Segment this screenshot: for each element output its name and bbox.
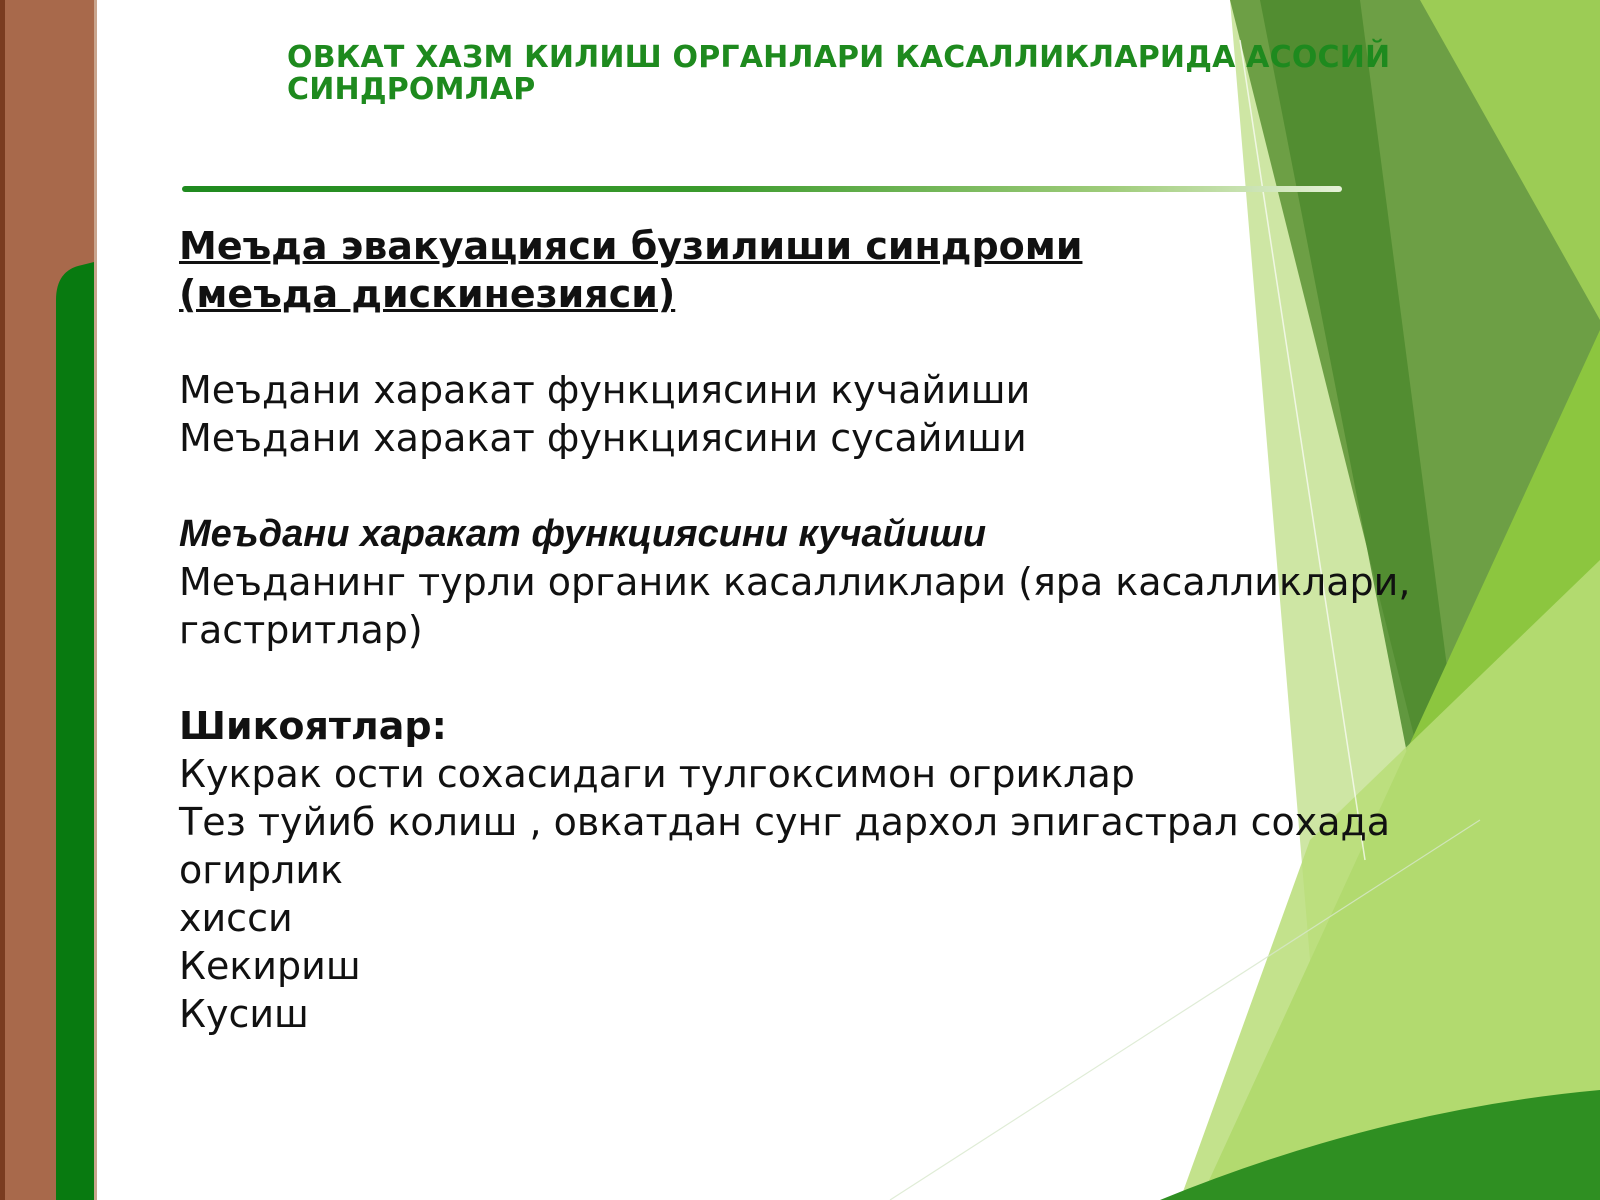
complaint-item: Тез туйиб колиш , овкатдан сунг дархол эпигастрал сохада огирлик — [179, 800, 1391, 892]
complaint-item: хисси — [179, 896, 293, 940]
left-band-edge — [0, 0, 5, 1200]
slide-body — [179, 222, 1519, 1038]
left-band-divider — [94, 0, 97, 1200]
complaint-item: Кусиш — [179, 992, 309, 1036]
spacer — [179, 462, 1519, 510]
section-heading-line-2: (меъда дискинезияси) — [179, 272, 676, 316]
left-band-green — [56, 262, 94, 1200]
section-heading-line-1: Меъда эвакуацияси бузилиши синдроми — [179, 224, 1083, 268]
cause-line-2: гастритлар) — [179, 608, 423, 652]
motor-function-line-1: Меъдани харакат функциясини кучайиши — [179, 368, 1031, 412]
spacer — [179, 654, 1519, 702]
slide-title — [287, 42, 1407, 106]
complaint-item: Кекириш — [179, 944, 361, 988]
title-divider — [182, 186, 1342, 192]
complaints-label: Шикоятлар: — [179, 704, 447, 748]
subheading: Меъдани харакат функциясини кучайиши — [179, 513, 987, 555]
slide-title-line-2: СИНДРОМЛАР — [287, 72, 536, 107]
spacer — [179, 318, 1519, 366]
motor-function-line-2: Меъдани харакат функциясини сусайиши — [179, 416, 1027, 460]
complaint-item: Кукрак ости сохасидаги тулгоксимон огриклар — [179, 752, 1135, 796]
cause-line-1: Меъданинг турли органик касалликлари (яра касалликлари, — [179, 560, 1411, 604]
slide-title-line-1: ОВКАТ ХАЗМ КИЛИШ ОРГАНЛАРИ КАСАЛЛИКЛАРИДА АСОСИЙ — [287, 40, 1391, 75]
